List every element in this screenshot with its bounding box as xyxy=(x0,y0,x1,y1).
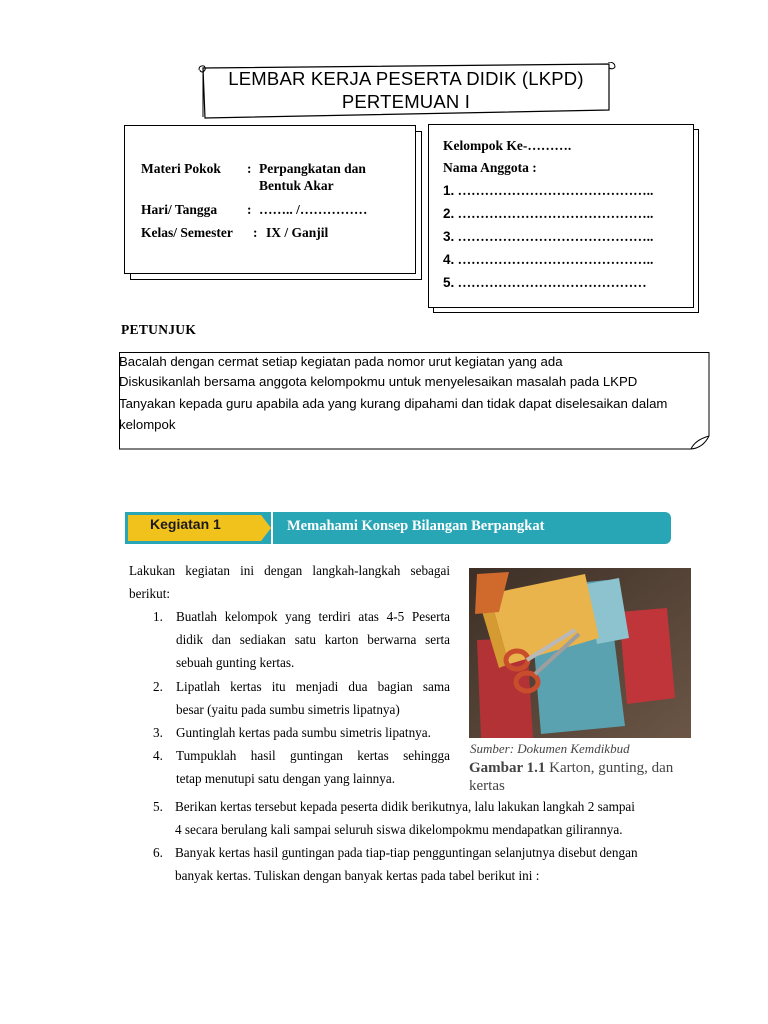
kegiatan-title-bar xyxy=(273,512,671,544)
paper-scissors-image xyxy=(469,568,691,738)
instruction-line-2: Diskusikanlah bersama anggota kelompokmu untuk menyelesaikan masalah pada LKPD xyxy=(119,374,638,389)
figure-source: Sumber: Dokumen Kemdikbud xyxy=(470,741,630,756)
hari-colon: : xyxy=(247,202,252,217)
figure-caption: Gambar 1.1 Karton, gunting, dan xyxy=(469,760,674,776)
member-line-2[interactable]: 2. …………………………………….. xyxy=(443,206,654,221)
kelas-label: Kelas/ Semester xyxy=(141,225,233,240)
info-box xyxy=(124,125,416,274)
kegiatan-banner xyxy=(125,512,671,544)
kelas-colon: : xyxy=(253,225,258,240)
intro-line-1: Lakukan kegiatan ini dengan langkah-langkah sebagai xyxy=(129,563,450,578)
nama-anggota-label: Nama Anggota : xyxy=(443,160,537,175)
member-line-4[interactable]: 4. …………………………………….. xyxy=(443,252,654,267)
instruction-line-3: Tanyakan kepada guru apabila ada yang kurang dipahami dan tidak dapat diselesaikan dalam xyxy=(119,396,668,411)
kegiatan-tab xyxy=(125,512,271,544)
figure-photo xyxy=(469,568,691,738)
materi-value: Perpangkatan dan xyxy=(259,161,366,176)
petunjuk-heading: PETUNJUK xyxy=(121,322,197,337)
materi-value-2: Bentuk Akar xyxy=(259,178,334,193)
instructions-box xyxy=(119,352,709,448)
kelas-value: IX / Ganjil xyxy=(266,225,329,240)
kelompok-label: Kelompok Ke-………. xyxy=(443,138,572,153)
hari-label: Hari/ Tangga xyxy=(141,202,218,217)
member-line-1[interactable]: 1. …………………………………….. xyxy=(443,183,654,198)
title-banner xyxy=(193,62,619,120)
member-line-5[interactable]: 5. …………………………………… xyxy=(443,275,647,290)
instruction-line-1: Bacalah dengan cermat setiap kegiatan pada nomor urut kegiatan yang ada xyxy=(119,354,563,369)
materi-colon: : xyxy=(247,161,252,176)
page-subtitle: PERTEMUAN I xyxy=(341,91,471,112)
member-line-3[interactable]: 3. …………………………………….. xyxy=(443,229,654,244)
group-box xyxy=(428,124,694,308)
figure-caption-line-2: kertas xyxy=(469,778,505,794)
hari-value: …….. /…………… xyxy=(259,202,368,217)
kegiatan-tab-label: Kegiatan 1 xyxy=(150,516,221,532)
page-title: LEMBAR KERJA PESERTA DIDIK (LKPD) xyxy=(228,68,584,89)
kegiatan-title: Memahami Konsep Bilangan Berpangkat xyxy=(287,518,545,534)
materi-label: Materi Pokok xyxy=(141,161,221,176)
intro-line-2: berikut: xyxy=(129,586,171,601)
instruction-line-4: kelompok xyxy=(119,417,176,432)
